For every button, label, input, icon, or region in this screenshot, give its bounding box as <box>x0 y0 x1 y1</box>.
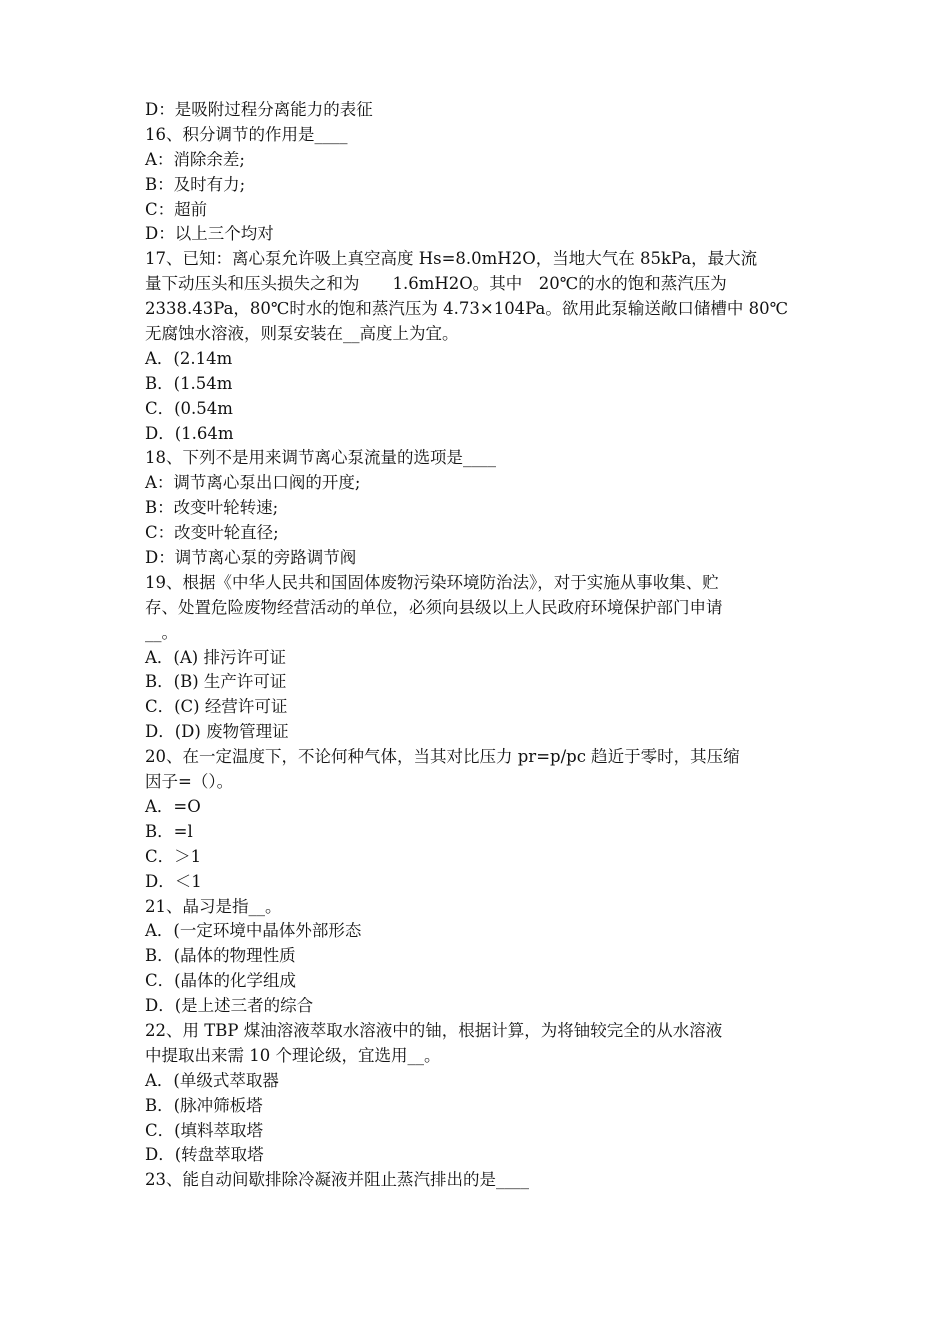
question-22: 22、用 TBP 煤油溶液萃取水溶液中的铀，根据计算，为将铀较完全的从水溶液 <box>145 1020 723 1040</box>
option-a: A．(一定环境中晶体外部形态 <box>145 921 362 941</box>
question-23: 23、能自动间歇排除冷凝液并阻止蒸汽排出的是____ <box>145 1170 529 1190</box>
question-19-cont: 存、处置危险废物经营活动的单位，必须向县级以上人民政府环境保护部门申请 <box>145 597 723 617</box>
option-a: A．=O <box>145 796 201 816</box>
option-c: C．(0.54m <box>145 398 233 418</box>
option-d: D．(是上述三者的综合 <box>145 996 314 1016</box>
question-21: 21、晶习是指__。 <box>145 896 282 916</box>
option-a: A．(单级式萃取器 <box>145 1070 279 1090</box>
question-19: 19、根据《中华人民共和国固体废物污染环境防治法》，对于实施从事收集、贮 <box>145 572 719 592</box>
option-d: D：调节离心泵的旁路调节阀 <box>145 548 357 568</box>
option-a: A．(A) 排污许可证 <box>145 647 286 667</box>
option-a: A．(2.14m <box>145 348 233 368</box>
option-b: B．(B) 生产许可证 <box>145 672 287 692</box>
option-d: D．(D) 废物管理证 <box>145 722 289 742</box>
question-16: 16、积分调节的作用是____ <box>145 124 348 144</box>
document-page <box>145 98 835 1193</box>
question-20: 20、在一定温度下，不论何种气体，当其对比压力 pr=p/pc 趋近于零时，其压缩 <box>145 747 740 767</box>
option-b: B．(1.54m <box>145 373 233 393</box>
option-b: B．=l <box>145 821 193 841</box>
option-c: C：改变叶轮直径; <box>145 523 279 543</box>
question-20-cont: 因子=（）。 <box>145 772 234 792</box>
question-19-cont: __。 <box>145 622 178 642</box>
question-17-cont: 2338.43Pa，80℃时水的饱和蒸汽压为 4.73×104Pa。欲用此泵输送敞口储槽中 80℃ <box>145 299 789 319</box>
option-a: A：消除余差; <box>145 149 245 169</box>
option-c: C：超前 <box>145 199 208 219</box>
option-b: B：及时有力; <box>145 174 246 194</box>
option-c: C．(晶体的化学组成 <box>145 971 297 991</box>
question-17-cont: 量下动压头和压头损失之和为 1.6mH2O。其中 20℃的水的饱和蒸汽压为 <box>145 274 727 294</box>
option-b: B．(晶体的物理性质 <box>145 946 296 966</box>
option-d: D．(1.64m <box>145 423 234 443</box>
option-b: B．(脉冲筛板塔 <box>145 1095 263 1115</box>
question-17: 17、已知：离心泵允许吸上真空高度 Hs=8.0mH2O，当地大气在 85kPa，最大流 <box>145 249 758 269</box>
option-c: C．(C) 经营许可证 <box>145 697 288 717</box>
option-d: D．(转盘萃取塔 <box>145 1145 264 1165</box>
option-d: D：以上三个均对 <box>145 224 274 244</box>
option-c: C．(填料萃取塔 <box>145 1120 264 1140</box>
question-18: 18、下列不是用来调节离心泵流量的选项是____ <box>145 448 496 468</box>
text-line: D：是吸附过程分离能力的表征 <box>145 100 373 119</box>
option-c: C．＞1 <box>145 846 202 866</box>
option-d: D．＜1 <box>145 871 202 891</box>
option-b: B：改变叶轮转速; <box>145 498 279 518</box>
option-a: A：调节离心泵出口阀的开度; <box>145 473 361 493</box>
question-22-cont: 中提取出来需 10 个理论级，宜选用__。 <box>145 1045 441 1065</box>
question-17-cont: 无腐蚀水溶液，则泵安装在__高度上为宜。 <box>145 324 459 344</box>
